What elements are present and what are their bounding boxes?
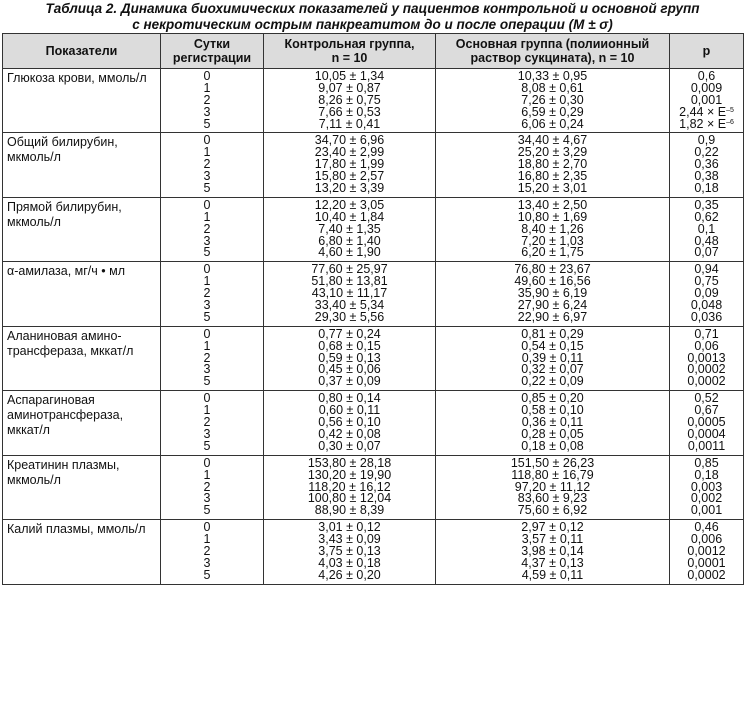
p-value-text: 0,048 bbox=[690, 298, 723, 313]
day-value: 0 bbox=[203, 197, 211, 212]
p-value bbox=[670, 438, 743, 453]
p-value-text: 0,94 bbox=[694, 262, 719, 277]
control-value: 17,80 ± 1,99 bbox=[314, 157, 385, 172]
control-value: 88,90 ± 8,39 bbox=[314, 503, 385, 518]
control-value: 13,20 ± 3,39 bbox=[314, 181, 385, 196]
day-value: 0 bbox=[203, 133, 211, 148]
control-value: 29,30 ± 5,56 bbox=[314, 309, 385, 324]
day-value: 3 bbox=[203, 233, 211, 248]
main-value: 6,06 ± 0,24 bbox=[521, 116, 584, 131]
control-value: 8,26 ± 0,75 bbox=[318, 92, 381, 107]
main-value: 10,80 ± 1,69 bbox=[517, 209, 588, 224]
p-value-text: 0,9 bbox=[697, 133, 716, 148]
day-value: 1 bbox=[203, 209, 211, 224]
control-value: 6,80 ± 1,40 bbox=[318, 233, 381, 248]
control-cell bbox=[264, 69, 436, 133]
control-value: 0,60 ± 0,11 bbox=[318, 403, 381, 418]
main-value: 18,80 ± 2,70 bbox=[517, 157, 588, 172]
p-value-text: 0,0013 bbox=[687, 350, 726, 365]
days-cell bbox=[161, 326, 264, 390]
day-value: 5 bbox=[203, 116, 211, 131]
control-cell bbox=[264, 326, 436, 390]
control-value: 118,20 ± 16,12 bbox=[308, 479, 391, 494]
day-value: 5 bbox=[203, 438, 211, 453]
indicator-name: Креатинин плазмы, мкмоль/л bbox=[3, 455, 161, 519]
control-value: 10,05 ± 1,34 bbox=[314, 69, 385, 83]
control-value: 7,66 ± 0,53 bbox=[318, 104, 381, 119]
main-cell bbox=[436, 455, 670, 519]
p-value bbox=[670, 247, 743, 259]
main-value: 0,85 ± 0,20 bbox=[521, 391, 584, 406]
main-value: 4,59 ± 0,11 bbox=[521, 567, 584, 582]
p-value-text: 1,82 × E bbox=[679, 116, 727, 131]
main-cell bbox=[436, 69, 670, 133]
control-cell bbox=[264, 197, 436, 261]
biochemistry-table bbox=[2, 33, 744, 585]
main-value: 0,28 ± 0,05 bbox=[521, 426, 584, 441]
main-value: 7,20 ± 1,03 bbox=[521, 233, 584, 248]
day-value: 0 bbox=[203, 520, 211, 535]
control-value: 0,37 ± 0,09 bbox=[318, 374, 381, 389]
day-value: 5 bbox=[203, 245, 211, 260]
day-value: 1 bbox=[203, 532, 211, 547]
main-value: 151,50 ± 26,23 bbox=[510, 455, 595, 470]
day-value: 2 bbox=[203, 543, 211, 558]
main-value: 25,20 ± 3,29 bbox=[517, 145, 588, 160]
table-row bbox=[3, 262, 744, 326]
p-value-text: 0,07 bbox=[694, 245, 719, 260]
control-value: 0,68 ± 0,15 bbox=[318, 338, 381, 353]
control-cell bbox=[264, 391, 436, 455]
p-cell bbox=[670, 455, 744, 519]
p-value-text: 0,0002 bbox=[687, 362, 726, 377]
main-cell bbox=[436, 520, 670, 584]
day-value: 1 bbox=[203, 145, 211, 160]
p-value-text: 0,46 bbox=[694, 520, 719, 535]
day-value: 2 bbox=[203, 415, 211, 430]
p-value-text: 0,62 bbox=[694, 209, 719, 224]
main-value: 10,33 ± 0,95 bbox=[517, 69, 588, 83]
control-value: 4,26 ± 0,20 bbox=[318, 567, 381, 582]
p-cell bbox=[670, 262, 744, 326]
p-cell bbox=[670, 391, 744, 455]
control-value: 153,80 ± 28,18 bbox=[307, 455, 392, 470]
control-value: 3,75 ± 0,13 bbox=[318, 543, 381, 558]
indicator-name: Прямой билирубин, мкмоль/л bbox=[3, 197, 161, 261]
control-value: 4,03 ± 0,18 bbox=[318, 555, 381, 570]
main-value: 0,54 ± 0,15 bbox=[521, 338, 584, 353]
p-value-text: 0,71 bbox=[694, 326, 719, 341]
p-value bbox=[670, 376, 743, 388]
p-value-text: 0,67 bbox=[694, 403, 719, 418]
main-cell bbox=[436, 262, 670, 326]
table-row bbox=[3, 133, 744, 197]
day-value: 0 bbox=[203, 326, 211, 341]
p-value bbox=[670, 505, 743, 517]
control-value: 4,60 ± 1,90 bbox=[318, 245, 381, 260]
main-value: 97,20 ± 11,12 bbox=[514, 479, 591, 494]
main-value: 0,36 ± 0,11 bbox=[521, 415, 584, 430]
main-value: 15,20 ± 3,01 bbox=[517, 181, 588, 196]
p-value-text: 0,6 bbox=[697, 69, 716, 83]
p-value-text: 0,18 bbox=[694, 467, 719, 482]
control-value: 34,70 ± 6,96 bbox=[314, 133, 385, 148]
header-control-line-2: n = 10 bbox=[331, 51, 368, 65]
table-row bbox=[3, 69, 744, 133]
header-p-label: p bbox=[702, 44, 711, 58]
main-value: 4,37 ± 0,13 bbox=[521, 555, 584, 570]
p-value-text: 0,0012 bbox=[687, 543, 726, 558]
main-value: 2,97 ± 0,12 bbox=[521, 520, 584, 535]
main-value: 0,81 ± 0,29 bbox=[521, 326, 584, 341]
p-value-text: 0,0011 bbox=[687, 438, 726, 453]
control-value: 0,45 ± 0,06 bbox=[318, 362, 381, 377]
main-value: 7,26 ± 0,30 bbox=[521, 92, 584, 107]
header-days bbox=[161, 34, 264, 69]
main-value: 75,60 ± 6,92 bbox=[517, 503, 588, 518]
main-value: 8,08 ± 0,61 bbox=[521, 80, 584, 95]
day-value: 1 bbox=[203, 403, 211, 418]
header-main bbox=[436, 34, 670, 69]
main-value: 3,98 ± 0,14 bbox=[521, 543, 584, 558]
control-value: 0,59 ± 0,13 bbox=[318, 350, 381, 365]
main-value: 0,32 ± 0,07 bbox=[521, 362, 584, 377]
p-cell bbox=[670, 520, 744, 584]
indicator-name: Общий билирубин, мкмоль/л bbox=[3, 133, 161, 197]
p-value-text: 0,85 bbox=[694, 455, 719, 470]
day-value: 2 bbox=[203, 350, 211, 365]
p-value-exponent: –5 bbox=[726, 106, 734, 114]
day-value: 2 bbox=[203, 286, 211, 301]
main-value: 27,90 ± 6,24 bbox=[517, 298, 588, 313]
control-cell bbox=[264, 520, 436, 584]
main-value: 35,90 ± 6,19 bbox=[517, 286, 588, 301]
days-cell bbox=[161, 520, 264, 584]
table-row bbox=[3, 197, 744, 261]
day-value: 3 bbox=[203, 104, 211, 119]
p-value-text: 0,75 bbox=[694, 274, 719, 289]
control-value: 51,80 ± 13,81 bbox=[311, 274, 388, 289]
day-value: 3 bbox=[203, 555, 211, 570]
p-value-text: 0,18 bbox=[694, 181, 719, 196]
day-value: 3 bbox=[203, 298, 211, 313]
main-value: 6,20 ± 1,75 bbox=[521, 245, 584, 260]
p-value-text: 0,0001 bbox=[687, 555, 726, 570]
header-main-line-2: раствор сукцината), n = 10 bbox=[470, 51, 635, 65]
control-value: 100,80 ± 12,04 bbox=[307, 491, 392, 506]
table-row bbox=[3, 455, 744, 519]
p-value bbox=[670, 567, 743, 582]
control-cell bbox=[264, 262, 436, 326]
caption-line-2: с некротическим острым панкреатитом до и после операции (M ± σ) bbox=[132, 17, 613, 32]
day-value: 1 bbox=[203, 80, 211, 95]
main-value: 22,90 ± 6,97 bbox=[517, 309, 588, 324]
indicator-name: Глюкоза крови, ммоль/л bbox=[3, 69, 161, 133]
header-control-line-1: Контрольная группа, bbox=[284, 37, 415, 51]
day-value: 1 bbox=[203, 274, 211, 289]
control-value: 0,80 ± 0,14 bbox=[318, 391, 381, 406]
p-value-text: 0,001 bbox=[690, 503, 723, 518]
header-p bbox=[670, 34, 744, 69]
control-value: 9,07 ± 0,87 bbox=[318, 80, 381, 95]
control-value: 33,40 ± 5,34 bbox=[314, 298, 385, 313]
main-value: 3,57 ± 0,11 bbox=[521, 532, 584, 547]
table-caption bbox=[0, 0, 745, 33]
control-value: 77,60 ± 25,97 bbox=[311, 262, 388, 277]
main-value: 0,58 ± 0,10 bbox=[521, 403, 584, 418]
p-value-text: 0,009 bbox=[690, 80, 723, 95]
main-value: 13,40 ± 2,50 bbox=[517, 197, 588, 212]
control-value: 7,40 ± 1,35 bbox=[318, 221, 381, 236]
caption-line-1: Таблица 2. Динамика биохимических показателей у пациентов контрольной и основной групп bbox=[45, 1, 700, 16]
control-value: 0,77 ± 0,24 bbox=[318, 326, 381, 341]
control-value: 0,56 ± 0,10 bbox=[318, 415, 381, 430]
day-value: 5 bbox=[203, 374, 211, 389]
header-indicator bbox=[3, 34, 161, 69]
p-value-text: 0,0004 bbox=[687, 426, 726, 441]
control-value: 23,40 ± 2,99 bbox=[314, 145, 385, 160]
day-value: 3 bbox=[203, 491, 211, 506]
main-value: 0,39 ± 0,11 bbox=[521, 350, 584, 365]
p-value-text: 0,003 bbox=[690, 479, 723, 494]
p-value bbox=[670, 183, 743, 195]
days-cell bbox=[161, 197, 264, 261]
p-value-text: 0,002 bbox=[690, 491, 723, 506]
main-value: 34,40 ± 4,67 bbox=[517, 133, 588, 148]
main-cell bbox=[436, 391, 670, 455]
indicator-name: α-амилаза, мг/ч • мл bbox=[3, 262, 161, 326]
table-row bbox=[3, 520, 744, 584]
day-value: 1 bbox=[203, 338, 211, 353]
day-value: 5 bbox=[203, 309, 211, 324]
p-value-text: 0,52 bbox=[694, 391, 719, 406]
indicator-name: Аланиновая амино- трансфераза, мккат/л bbox=[3, 326, 161, 390]
p-value-text: 2,44 × E bbox=[679, 104, 727, 119]
day-value: 0 bbox=[203, 262, 211, 277]
main-value: 0,22 ± 0,09 bbox=[521, 374, 584, 389]
day-value: 1 bbox=[203, 467, 211, 482]
day-value: 5 bbox=[203, 503, 211, 518]
day-value: 2 bbox=[203, 221, 211, 236]
p-value-text: 0,1 bbox=[697, 221, 716, 236]
table-row bbox=[3, 326, 744, 390]
main-value: 49,60 ± 16,56 bbox=[514, 274, 591, 289]
table-body bbox=[3, 69, 744, 585]
p-value-text: 0,48 bbox=[694, 233, 719, 248]
p-value-text: 0,38 bbox=[694, 169, 719, 184]
p-cell bbox=[670, 133, 744, 197]
p-value-text: 0,06 bbox=[694, 338, 719, 353]
main-cell bbox=[436, 197, 670, 261]
control-value: 15,80 ± 2,57 bbox=[314, 169, 385, 184]
main-value: 16,80 ± 2,35 bbox=[517, 169, 588, 184]
control-value: 0,30 ± 0,07 bbox=[318, 438, 381, 453]
header-control bbox=[264, 34, 436, 69]
p-value-text: 0,001 bbox=[690, 92, 723, 107]
control-cell bbox=[264, 133, 436, 197]
indicator-name: Калий плазмы, ммоль/л bbox=[3, 520, 161, 584]
p-cell bbox=[670, 326, 744, 390]
days-cell bbox=[161, 455, 264, 519]
p-value bbox=[670, 309, 743, 324]
p-value-text: 0,0002 bbox=[687, 567, 726, 582]
main-cell bbox=[436, 326, 670, 390]
control-value: 12,20 ± 3,05 bbox=[314, 197, 385, 212]
days-cell bbox=[161, 391, 264, 455]
p-value-text: 0,09 bbox=[694, 286, 719, 301]
control-value: 43,10 ± 11,17 bbox=[311, 286, 388, 301]
main-value: 76,80 ± 23,67 bbox=[514, 262, 591, 277]
p-value-text: 0,36 bbox=[694, 157, 719, 172]
day-value: 0 bbox=[203, 455, 211, 470]
table-header bbox=[3, 34, 744, 69]
day-value: 2 bbox=[203, 479, 211, 494]
days-cell bbox=[161, 262, 264, 326]
main-value: 6,59 ± 0,29 bbox=[521, 104, 584, 119]
p-cell bbox=[670, 69, 744, 133]
indicator-name: Аспарагиновая аминотрансфераза, мккат/л bbox=[3, 391, 161, 455]
day-value: 5 bbox=[203, 181, 211, 196]
p-value bbox=[670, 116, 743, 131]
p-value-text: 0,0002 bbox=[687, 374, 726, 389]
main-value: 83,60 ± 9,23 bbox=[517, 491, 588, 506]
control-value: 130,20 ± 19,90 bbox=[307, 467, 392, 482]
header-indicator-label: Показатели bbox=[45, 44, 118, 58]
p-value-exponent: –6 bbox=[726, 118, 734, 126]
control-value: 10,40 ± 1,84 bbox=[314, 209, 385, 224]
p-value-text: 0,0005 bbox=[687, 415, 726, 430]
day-value: 3 bbox=[203, 169, 211, 184]
header-days-line-2: регистрации bbox=[172, 51, 252, 65]
header-main-line-1: Основная группа (полиионный bbox=[455, 37, 650, 51]
control-value: 7,11 ± 0,41 bbox=[318, 116, 381, 131]
main-value: 0,18 ± 0,08 bbox=[521, 438, 584, 453]
day-value: 0 bbox=[203, 391, 211, 406]
main-value: 8,40 ± 1,26 bbox=[521, 221, 584, 236]
day-value: 5 bbox=[203, 567, 211, 582]
day-value: 3 bbox=[203, 362, 211, 377]
p-value-text: 0,006 bbox=[690, 532, 723, 547]
main-cell bbox=[436, 133, 670, 197]
p-cell bbox=[670, 197, 744, 261]
control-value: 3,43 ± 0,09 bbox=[318, 532, 381, 547]
day-value: 0 bbox=[203, 69, 211, 83]
p-value-text: 0,036 bbox=[690, 309, 723, 324]
p-value-text: 0,22 bbox=[694, 145, 719, 160]
header-days-line-1: Сутки bbox=[193, 37, 231, 51]
control-value: 0,42 ± 0,08 bbox=[318, 426, 381, 441]
days-cell bbox=[161, 133, 264, 197]
table-row bbox=[3, 391, 744, 455]
day-value: 3 bbox=[203, 426, 211, 441]
day-value: 2 bbox=[203, 92, 211, 107]
day-value: 2 bbox=[203, 157, 211, 172]
days-cell bbox=[161, 69, 264, 133]
main-value: 118,80 ± 16,79 bbox=[511, 467, 594, 482]
p-value-text: 0,35 bbox=[694, 197, 719, 212]
control-cell bbox=[264, 455, 436, 519]
control-value: 3,01 ± 0,12 bbox=[318, 520, 381, 535]
